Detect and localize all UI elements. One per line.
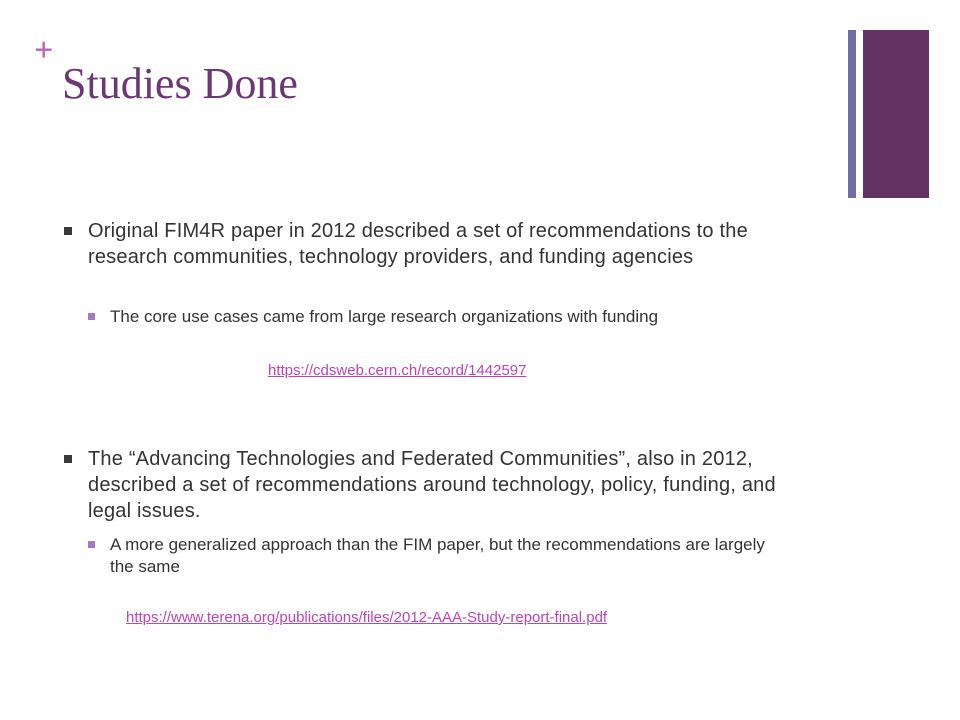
link-terena-report[interactable]: https://www.terena.org/publications/files/2012-AAA-Study-report-final.pdf [126,609,608,626]
sub-bullet-item-core-use-cases [110,306,790,328]
sub-bullet-text: The core use cases came from large research organizations with funding [110,307,659,326]
link-cern-record[interactable]: https://cdsweb.cern.ch/record/1442597 [268,362,527,379]
sub-bullet-item-generalized-approach [110,534,790,578]
sub-bullet-square-icon [88,313,95,320]
bullet-square-icon [64,227,72,235]
sub-bullet-square-icon [88,541,95,548]
sub-bullet-text: A more generalized approach than the FIM paper, but the recommendations are largely the same [110,535,765,576]
slide-title: Studies Done [62,59,298,108]
bullet-item-fim4r [88,218,788,270]
bullet-text: Original FIM4R paper in 2012 described a set of recommendations to the research communities, technology providers, and funding agencies [88,220,748,268]
plus-icon: + [34,32,54,69]
decorative-bar-thin [848,30,856,198]
bullet-text: The “Advancing Technologies and Federated Communities”, also in 2012, described a set of recommendations around technology, policy, funding, and legal issues. [88,448,776,522]
bullet-item-advancing-technologies [88,446,788,524]
bullet-square-icon [64,455,72,463]
decorative-bar-thick [863,30,929,198]
